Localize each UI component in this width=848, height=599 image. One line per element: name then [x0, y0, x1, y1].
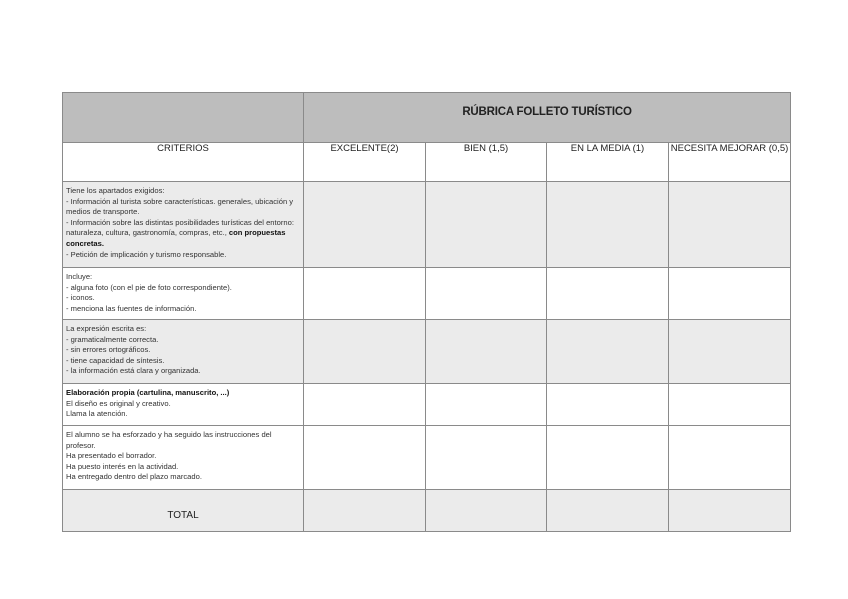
criterion-line: Incluye:: [66, 272, 93, 281]
score-cell-excelente[interactable]: [304, 384, 426, 426]
header-criterios: CRITERIOS: [63, 143, 304, 182]
header-bien: BIEN (1,5): [426, 143, 547, 182]
score-cell-en-la-media[interactable]: [547, 426, 669, 490]
criterion-line: - alguna foto (con el pie de foto correspondiente).: [66, 282, 232, 292]
score-cell-necesita-mejorar[interactable]: [669, 384, 791, 426]
criterion-row-elaboracion: [63, 384, 791, 426]
criterion-row-apartados: [63, 182, 791, 268]
header-row: [63, 143, 791, 182]
total-row: [63, 490, 791, 532]
criterion-line: Tiene los apartados exigidos:: [66, 186, 165, 195]
score-cell-en-la-media[interactable]: [547, 320, 669, 384]
criterion-line: Ha entregado dentro del plazo marcado.: [66, 472, 202, 482]
total-cell-bien[interactable]: [426, 490, 547, 532]
criterion-line: Llama la atención.: [66, 409, 128, 419]
criterion-cell: [63, 426, 304, 490]
criterion-line: El alumno se ha esforzado y ha seguido las instrucciones del profesor.: [66, 430, 272, 450]
header-excelente: EXCELENTE(2): [304, 143, 426, 182]
criterion-line: La expresión escrita es:: [66, 324, 147, 333]
total-cell-excelente[interactable]: [304, 490, 426, 532]
criterion-line: - iconos.: [66, 293, 95, 303]
criterion-row-incluye: [63, 268, 791, 320]
score-cell-excelente[interactable]: [304, 268, 426, 320]
total-label: TOTAL: [63, 490, 304, 532]
criterion-bold-text: Elaboración propia (cartulina, manuscrito, ...): [66, 388, 230, 397]
criterion-row-esfuerzo: [63, 426, 791, 490]
score-cell-en-la-media[interactable]: [547, 384, 669, 426]
criterion-line: [66, 388, 300, 399]
score-cell-bien[interactable]: [426, 182, 547, 268]
criterion-line: - menciona las fuentes de información.: [66, 303, 197, 313]
score-cell-necesita-mejorar[interactable]: [669, 320, 791, 384]
criterion-line: - la información está clara y organizada.: [66, 366, 201, 376]
criterion-cell: [63, 320, 304, 384]
criterion-line: - sin errores ortográficos.: [66, 345, 151, 355]
score-cell-bien[interactable]: [426, 268, 547, 320]
criterion-line: El diseño es original y creativo.: [66, 398, 171, 408]
criterion-line: Ha presentado el borrador.: [66, 451, 157, 461]
criterion-cell: [63, 182, 304, 268]
score-cell-necesita-mejorar[interactable]: [669, 182, 791, 268]
score-cell-bien[interactable]: [426, 320, 547, 384]
total-cell-en-la-media[interactable]: [547, 490, 669, 532]
title-blank-cell: [63, 93, 304, 143]
criterion-line: - tiene capacidad de síntesis.: [66, 355, 165, 365]
criterion-cell: [63, 384, 304, 426]
score-cell-bien[interactable]: [426, 426, 547, 490]
criterion-text: - Información sobre las distintas posibilidades turísticas del entorno: naturaleza, cultura, gastronomía, compras, etc.,: [66, 217, 294, 238]
title-row: [63, 93, 791, 143]
criterion-cell: [63, 268, 304, 320]
criterion-bold-text: con propuestas concretas.: [66, 228, 286, 248]
score-cell-necesita-mejorar[interactable]: [669, 268, 791, 320]
criterion-row-expresion: [63, 320, 791, 384]
rubric-table: [62, 92, 791, 532]
score-cell-necesita-mejorar[interactable]: [669, 426, 791, 490]
header-en-la-media: EN LA MEDIA (1): [547, 143, 669, 182]
score-cell-excelente[interactable]: [304, 320, 426, 384]
criterion-line: - Información al turista sobre características. generales, ubicación y medios de transporte.: [66, 196, 294, 217]
rubric-title: RÚBRICA FOLLETO TURÍSTICO: [304, 93, 791, 143]
header-necesita-mejorar: NECESITA MEJORAR (0,5): [669, 143, 791, 182]
criterion-line: - Petición de implicación y turismo responsable.: [66, 249, 227, 259]
total-cell-necesita-mejorar[interactable]: [669, 490, 791, 532]
score-cell-bien[interactable]: [426, 384, 547, 426]
score-cell-en-la-media[interactable]: [547, 182, 669, 268]
criterion-line: - gramaticalmente correcta.: [66, 334, 159, 344]
score-cell-excelente[interactable]: [304, 182, 426, 268]
criterion-line: Ha puesto interés en la actividad.: [66, 461, 179, 471]
score-cell-en-la-media[interactable]: [547, 268, 669, 320]
criterion-line: [66, 218, 300, 250]
score-cell-excelente[interactable]: [304, 426, 426, 490]
